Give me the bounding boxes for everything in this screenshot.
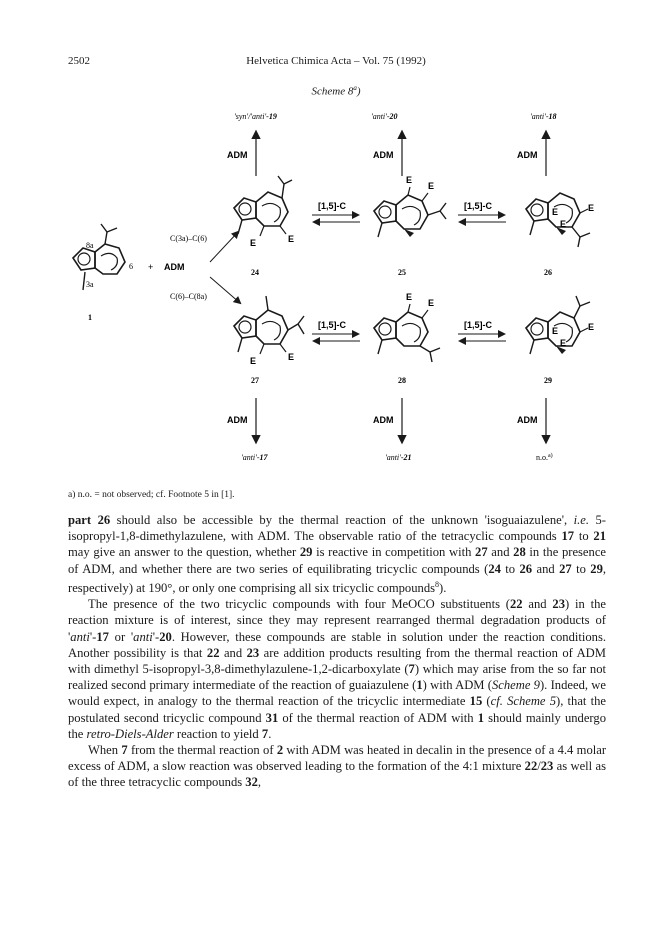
position-8a: 8a xyxy=(86,241,94,250)
adm-label-27: ADM xyxy=(227,415,248,425)
scheme-title-close: ) xyxy=(356,85,361,98)
pathway-label-bottom: C(6)–C(8a) xyxy=(170,292,207,301)
compound-label-25: 25 xyxy=(398,268,406,277)
svg-text:E: E xyxy=(588,322,595,332)
svg-text:E: E xyxy=(428,298,435,308)
compound-label-1: 1 xyxy=(88,313,92,322)
svg-text:E: E xyxy=(560,219,567,229)
product-19: 'syn'/'anti'-19 xyxy=(234,112,277,121)
reagent-adm-start: ADM xyxy=(164,262,185,272)
svg-text:E: E xyxy=(288,352,295,362)
svg-text:E: E xyxy=(406,175,413,185)
paragraph-1: part 26 should also be accessible by the thermal reaction of the unknown 'isoguaiazulene', i.e. 5-isopropyl-1,8-dimethylazulene, with ADM. The observable ratio of the tetracyclic compounds 17 to 21 may give an answer to the question, whether 29 is reactive in competition with 27 and 28 in the presence of ADM, and whether there are two series of equilibrating tricyclic compounds (24 to 26 and 27 to 29, respectively) at 190°, or only one comprising all six tricyclic compounds$^8$). xyxy=(68,513,607,595)
product-20: 'anti'-20 xyxy=(371,112,398,121)
structure-28 xyxy=(374,292,440,362)
running-header: Helvetica Chimica Acta – Vol. 75 (1992) xyxy=(246,55,426,67)
adm-label-28: ADM xyxy=(373,415,394,425)
compound-label-24: 24 xyxy=(251,268,259,277)
svg-text:E: E xyxy=(428,181,435,191)
plus-sign: + xyxy=(148,262,154,272)
adm-label-26: ADM xyxy=(517,150,538,160)
shift-label-28-29: [1,5]-C xyxy=(464,320,493,330)
structure-29 xyxy=(526,296,594,354)
product-17: 'anti'-17 xyxy=(241,453,268,462)
paragraph-2: The presence of the two tricyclic compounds with four MeOCO substituents (22 and 23) in the reaction mixture is of interest, since they may represent rearranged thermal degradation products of 'anti'-17 or 'anti'-20. However, these compounds are stable in solution under the reaction conditions. Another possibility is that 22 and 23 are addition products resulting from the thermal reaction of ADM with dimethyl 5-isopropyl-3,8-dimethylazulene-1,2-dicarboxylate (7) which may arise from the so far not realized second primary intermediate of the reaction of guaiazulene (1) with ADM (Scheme 9). Indeed, we would expect, in analogy to the thermal reaction of the tricyclic intermediate 15 (cf. Scheme 5), that the postulated second tricyclic compound 31 of the thermal reaction of ADM with 1 should mainly undergo the retro-Diels-Alder reaction to yield 7. xyxy=(68,597,607,741)
svg-text:E: E xyxy=(588,203,595,213)
product-21: 'anti'-21 xyxy=(385,453,412,462)
scheme-footnote: a) n.o. = not observed; cf. Footnote 5 in [1]. xyxy=(68,490,235,500)
scheme-title-text: Scheme 8 xyxy=(311,85,354,98)
adm-label-24: ADM xyxy=(227,150,248,160)
product-not-observed: n.o.$^{a)}$ xyxy=(536,453,553,462)
structure-25 xyxy=(374,175,446,237)
svg-text:E: E xyxy=(288,234,295,244)
svg-text:E: E xyxy=(560,338,567,348)
svg-text:E: E xyxy=(406,292,413,302)
svg-text:E: E xyxy=(250,238,257,248)
structure-26 xyxy=(526,193,594,247)
shift-label-24-25: [1,5]-C xyxy=(318,201,347,211)
scheme-title-sup: a xyxy=(353,84,357,92)
start-compound-1 xyxy=(73,224,133,322)
shift-label-25-26: [1,5]-C xyxy=(464,201,493,211)
structure-27 xyxy=(234,296,304,366)
adm-label-29: ADM xyxy=(517,415,538,425)
structure-24 xyxy=(234,176,294,248)
compound-label-29: 29 xyxy=(544,376,552,385)
compound-label-26: 26 xyxy=(544,268,552,277)
pathway-arrow-bottom xyxy=(210,277,240,303)
position-6: 6 xyxy=(129,262,133,271)
pathway-label-top: C(3a)–C(6) xyxy=(170,234,207,243)
page-number: 2502 xyxy=(68,55,90,67)
svg-text:E: E xyxy=(250,356,257,366)
body-text xyxy=(68,512,606,791)
svg-text:E: E xyxy=(552,207,559,217)
position-3a: 3a xyxy=(86,280,94,289)
adm-label-25: ADM xyxy=(373,150,394,160)
pathway-arrow-top xyxy=(210,232,238,262)
compound-label-27: 27 xyxy=(251,376,259,385)
row1 xyxy=(227,112,594,277)
svg-text:E: E xyxy=(552,326,559,336)
row2 xyxy=(227,292,594,462)
paragraph-3: When 7 from the thermal reaction of 2 with ADM was heated in decalin in the presence of a 4.4 molar excess of ADM, a slow reaction was observed leading to the formation of the 4:1 mixture 22/23 as well as of the three tetracyclic compounds 32, xyxy=(68,743,607,790)
shift-label-27-28: [1,5]-C xyxy=(318,320,347,330)
product-18: 'anti'-18 xyxy=(530,112,557,121)
compound-label-28: 28 xyxy=(398,376,406,385)
